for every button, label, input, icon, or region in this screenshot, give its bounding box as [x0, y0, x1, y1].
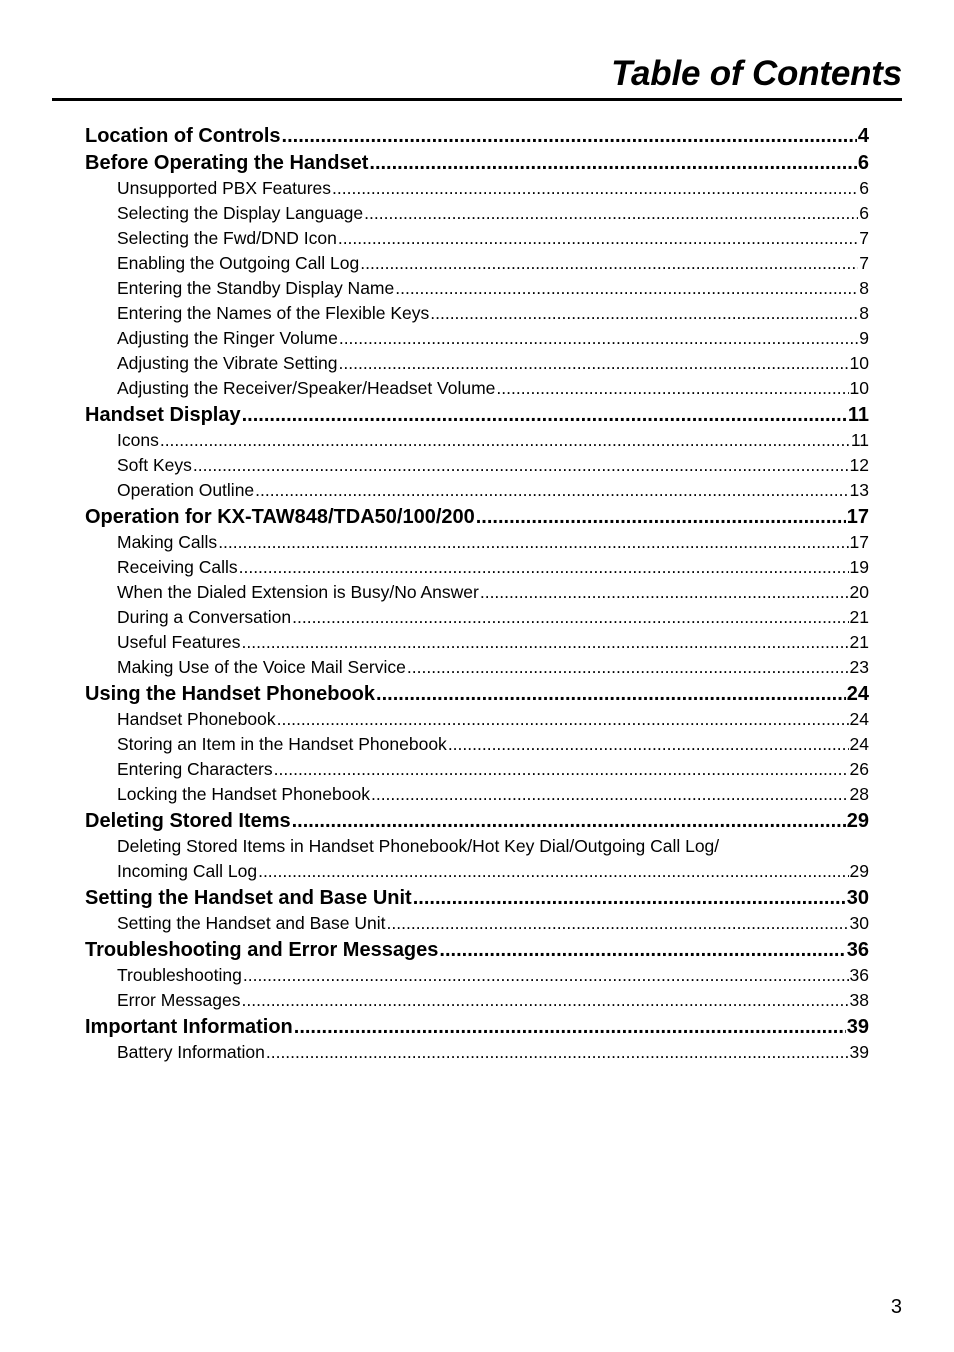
toc-entry-page: 6 — [859, 178, 869, 198]
toc-subsection-entry[interactable] — [85, 201, 869, 226]
toc-dot-leader — [243, 963, 849, 988]
toc-section-entry[interactable] — [85, 937, 869, 963]
toc-subsection-entry[interactable] — [85, 351, 869, 376]
toc-subsection-entry[interactable] — [85, 630, 869, 655]
toc-subsection-entry[interactable] — [85, 605, 869, 630]
toc-entry-page: 23 — [849, 657, 869, 677]
toc-entry-page: 24 — [849, 709, 869, 729]
toc-dot-leader — [476, 504, 846, 530]
toc-entry-page: 39 — [846, 1016, 869, 1038]
toc-entry-page: 12 — [849, 455, 869, 475]
toc-subsection-entry[interactable] — [85, 428, 869, 453]
toc-entry-page: 11 — [850, 430, 869, 450]
toc-entry-title: Operation Outline — [117, 480, 255, 500]
toc-dot-leader — [274, 757, 849, 782]
toc-subsection-entry[interactable] — [85, 376, 869, 401]
toc-subsection-entry[interactable] — [85, 276, 869, 301]
toc-entry-page: 10 — [849, 353, 869, 373]
toc-entry-title: Adjusting the Ringer Volume — [117, 328, 338, 348]
toc-dot-leader — [294, 1014, 846, 1040]
toc-entry-page: 24 — [849, 734, 869, 754]
toc-dot-leader — [496, 376, 848, 401]
toc-entry-title: During a Conversation — [117, 607, 292, 627]
toc-entry-title: Useful Features — [117, 632, 241, 652]
toc-entry-title: Selecting the Fwd/DND Icon — [117, 228, 337, 248]
toc-subsection-entry[interactable] — [85, 963, 869, 988]
toc-entry-title: Using the Handset Phonebook — [85, 683, 376, 705]
toc-entry-page: 6 — [857, 152, 869, 174]
toc-entry-title: Troubleshooting and Error Messages — [85, 939, 439, 961]
toc-entry-page: 36 — [849, 965, 869, 985]
toc-dot-leader — [218, 530, 848, 555]
toc-entry-title: Handset Phonebook — [117, 709, 276, 729]
toc-dot-leader — [332, 176, 858, 201]
toc-entry-page: 19 — [849, 557, 869, 577]
toc-entry-page: 6 — [859, 203, 869, 223]
toc-entry-page: 7 — [859, 228, 869, 248]
toc-dot-leader — [413, 885, 846, 911]
toc-entry-page: 11 — [847, 404, 869, 426]
toc-dot-leader — [387, 911, 849, 936]
title-divider — [52, 98, 902, 101]
toc-entry-page: 21 — [849, 607, 869, 627]
toc-subsection-entry[interactable] — [85, 478, 869, 503]
toc-dot-leader — [242, 988, 849, 1013]
toc-dot-leader — [266, 1040, 849, 1065]
toc-dot-leader — [282, 123, 857, 149]
toc-entry-page: 38 — [849, 990, 869, 1010]
toc-dot-leader — [242, 402, 847, 428]
toc-entry-page: 10 — [849, 378, 869, 398]
toc-dot-leader — [480, 580, 849, 605]
toc-entry-title: Troubleshooting — [117, 965, 242, 985]
toc-entry-wrapped-line[interactable]: Deleting Stored Items in Handset Phonebook/Hot Key Dial/Outgoing Call Log/ — [117, 836, 720, 856]
toc-entry-page: 29 — [846, 810, 869, 832]
toc-entry-title: Receiving Calls — [117, 557, 238, 577]
toc-entry-page: 8 — [859, 303, 869, 323]
toc-subsection-entry[interactable] — [85, 1040, 869, 1065]
toc-entry-title: Icons — [117, 430, 159, 450]
toc-dot-leader — [407, 655, 849, 680]
toc-dot-leader — [292, 808, 846, 834]
toc-dot-leader — [277, 707, 849, 732]
page-number: 3 — [890, 1296, 902, 1318]
toc-entry-title: Operation for KX-TAW848/TDA50/100/200 — [85, 506, 475, 528]
toc-entry-page: 21 — [849, 632, 869, 652]
toc-section-entry[interactable] — [85, 150, 869, 176]
page-title: Table of Contents — [611, 54, 902, 93]
toc-subsection-entry[interactable] — [85, 732, 869, 757]
toc-dot-leader — [369, 150, 856, 176]
toc-entry-title: Incoming Call Log — [117, 861, 258, 881]
toc-dot-leader — [338, 226, 858, 251]
toc-entry-title: When the Dialed Extension is Busy/No Answer — [117, 582, 479, 602]
toc-dot-leader — [448, 732, 849, 757]
toc-entry-title: Entering the Standby Display Name — [117, 278, 395, 298]
toc-dot-leader — [376, 681, 846, 707]
toc-section-entry[interactable] — [85, 123, 869, 149]
toc-section-entry[interactable] — [85, 504, 869, 530]
toc-dot-leader — [255, 478, 848, 503]
toc-entry-title: Entering Characters — [117, 759, 273, 779]
toc-entry-page: 17 — [849, 532, 869, 552]
toc-subsection-entry[interactable] — [85, 782, 869, 807]
toc-entry-page: 28 — [849, 784, 869, 804]
toc-dot-leader — [364, 201, 858, 226]
toc-subsection-entry[interactable] — [85, 655, 869, 680]
toc-entry-title: Adjusting the Vibrate Setting — [117, 353, 338, 373]
toc-entry-page: 8 — [859, 278, 869, 298]
toc-dot-leader — [292, 605, 848, 630]
toc-subsection-entry[interactable] — [85, 911, 869, 936]
toc-entry-title: Making Use of the Voice Mail Service — [117, 657, 406, 677]
toc-section-entry[interactable] — [85, 1014, 869, 1040]
toc-subsection-entry[interactable] — [85, 707, 869, 732]
toc-subsection-entry[interactable] — [85, 757, 869, 782]
toc-entry-page: 7 — [859, 253, 869, 273]
toc-dot-leader — [160, 428, 850, 453]
toc-entry-title: Adjusting the Receiver/Speaker/Headset Volume — [117, 378, 496, 398]
toc-entry-page: 36 — [846, 939, 869, 961]
toc-subsection-entry[interactable] — [85, 859, 869, 884]
toc-entry-page: 30 — [846, 887, 869, 909]
toc-entry-page: 9 — [859, 328, 869, 348]
toc-entry-title: Important Information — [85, 1016, 293, 1038]
toc-dot-leader — [339, 326, 858, 351]
toc-entry-title: Locking the Handset Phonebook — [117, 784, 370, 804]
toc-subsection-entry[interactable] — [85, 251, 869, 276]
toc-entry-title: Storing an Item in the Handset Phonebook — [117, 734, 447, 754]
toc-entry-title: Enabling the Outgoing Call Log — [117, 253, 360, 273]
toc-entry-title: Battery Information — [117, 1042, 265, 1062]
toc-subsection-entry[interactable] — [85, 301, 869, 326]
toc-subsection-entry[interactable] — [85, 226, 869, 251]
toc-entry-title: Soft Keys — [117, 455, 192, 475]
toc-subsection-entry[interactable] — [85, 530, 869, 555]
toc-entry-title: Entering the Names of the Flexible Keys — [117, 303, 430, 323]
toc-entry-title: Selecting the Display Language — [117, 203, 364, 223]
toc-section-entry[interactable] — [85, 681, 869, 707]
table-of-contents — [85, 122, 869, 1065]
toc-entry-title: Handset Display — [85, 404, 241, 426]
toc-entry-page: 30 — [849, 913, 869, 933]
toc-dot-leader — [258, 859, 848, 884]
toc-dot-leader — [439, 937, 845, 963]
toc-entry-page: 17 — [846, 506, 869, 528]
toc-dot-leader — [360, 251, 858, 276]
toc-entry-page: 26 — [849, 759, 869, 779]
toc-dot-leader — [193, 453, 849, 478]
toc-entry-page: 4 — [857, 125, 869, 147]
toc-subsection-entry[interactable] — [85, 988, 869, 1013]
toc-dot-leader — [242, 630, 849, 655]
toc-subsection-entry[interactable] — [85, 453, 869, 478]
toc-subsection-entry[interactable] — [85, 326, 869, 351]
toc-dot-leader — [371, 782, 849, 807]
toc-entry-page: 24 — [846, 683, 869, 705]
toc-entry-page: 39 — [849, 1042, 869, 1062]
toc-section-entry[interactable] — [85, 808, 869, 834]
toc-subsection-entry[interactable] — [85, 555, 869, 580]
toc-entry-title: Unsupported PBX Features — [117, 178, 332, 198]
toc-dot-leader — [430, 301, 858, 326]
toc-subsection-entry[interactable] — [85, 580, 869, 605]
toc-entry-page: 29 — [849, 861, 869, 881]
toc-entry-page: 20 — [849, 582, 869, 602]
toc-entry-page: 13 — [849, 480, 869, 500]
toc-entry-title: Making Calls — [117, 532, 218, 552]
toc-entry-title: Before Operating the Handset — [85, 152, 369, 174]
toc-section-entry[interactable] — [85, 402, 869, 428]
toc-entry-title: Location of Controls — [85, 125, 281, 147]
toc-entry-title: Setting the Handset and Base Unit — [85, 887, 412, 909]
toc-subsection-entry[interactable] — [85, 176, 869, 201]
toc-dot-leader — [239, 555, 849, 580]
toc-entry-title: Error Messages — [117, 990, 241, 1010]
toc-entry-title: Setting the Handset and Base Unit — [117, 913, 386, 933]
toc-section-entry[interactable] — [85, 885, 869, 911]
toc-dot-leader — [395, 276, 858, 301]
toc-entry-title: Deleting Stored Items — [85, 810, 291, 832]
toc-dot-leader — [339, 351, 849, 376]
